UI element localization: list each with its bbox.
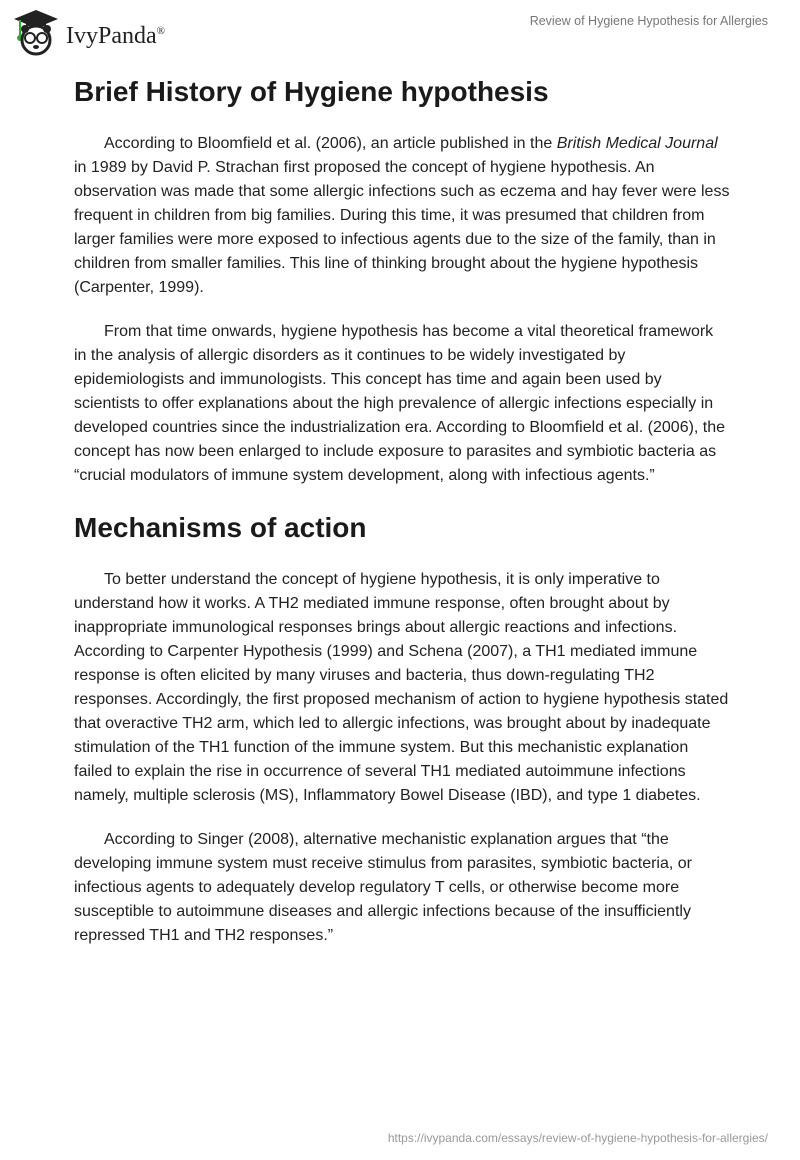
journal-title: British Medical Journal — [556, 135, 718, 152]
text: in 1989 by David P. Strachan first proposed the concept of hygiene hypothesis. An observation was made that some allergic infections such as eczema and hay fever were less frequent in children from big families. During this time, it was presumed that children from larger families were more exposed to infectious agents due to the size of the family, than in children from smaller families. This line of thinking brought about the hygiene hypothesis (Carpenter, 1999). — [74, 159, 730, 296]
page-header — [0, 0, 800, 60]
paragraph: To better understand the concept of hygiene hypothesis, it is only imperative to understand how it works. A TH2 mediated immune response, often brought about by inappropriate immunological responses brings about allergic reactions and infections. According to Carpenter Hypothesis (1999) and Schena (2007), a TH1 mediated immune response is often elicited by many viruses and bacteria, thus down-regulating TH2 responses. Accordingly, the first proposed mechanism of action to hygiene hypothesis stated that overactive TH2 arm, which led to allergic infections, was brought about by inadequate stimulation of the TH1 function of the immune system. But this mechanistic explanation failed to explain the rise in occurrence of several TH1 mediated autoimmune infections namely, multiple sclerosis (MS), Inflammatory Bowel Disease (IBD), and type 1 diabetes. — [74, 571, 729, 804]
ivypanda-logo[interactable] — [12, 8, 165, 56]
paragraph — [74, 132, 730, 300]
panda-graduate-icon — [12, 8, 60, 56]
paragraph: From that time onwards, hygiene hypothesis has become a vital theoretical framework in the analysis of allergic disorders as it continues to be widely investigated by epidemiologists and immunologists. This concept has time and again been used by scientists to offer explanations about the high prevalence of allergic infections especially in developed countries since the industrialization era. According to Bloomfield et al. (2006), the concept has now been enlarged to include exposure to parasites and symbiotic bacteria as “crucial modulators of immune system development, along with infectious agents.” — [74, 323, 726, 484]
document-title: Review of Hygiene Hypothesis for Allergies — [529, 14, 768, 28]
article-content — [74, 70, 730, 948]
registered-mark: ® — [156, 24, 166, 37]
section-heading-history: Brief History of Hygiene hypothesis — [74, 76, 549, 107]
text: According to Bloomfield et al. (2006), an article published in the — [104, 135, 557, 152]
logo-name: IvyPanda — [66, 22, 157, 49]
logo-text — [66, 23, 165, 50]
paragraph: According to Singer (2008), alternative mechanistic explanation argues that “the developing immune system must receive stimulus from parasites, symbiotic bacteria, or infectious agents to adequately develop regulatory T cells, or otherwise become more susceptible to autoimmune diseases and allergic infections because of the insufficiently repressed TH1 and TH2 responses.” — [74, 831, 692, 944]
section-heading-mechanisms: Mechanisms of action — [74, 512, 367, 543]
source-url[interactable]: https://ivypanda.com/essays/review-of-hygiene-hypothesis-for-allergies/ — [387, 1131, 768, 1145]
